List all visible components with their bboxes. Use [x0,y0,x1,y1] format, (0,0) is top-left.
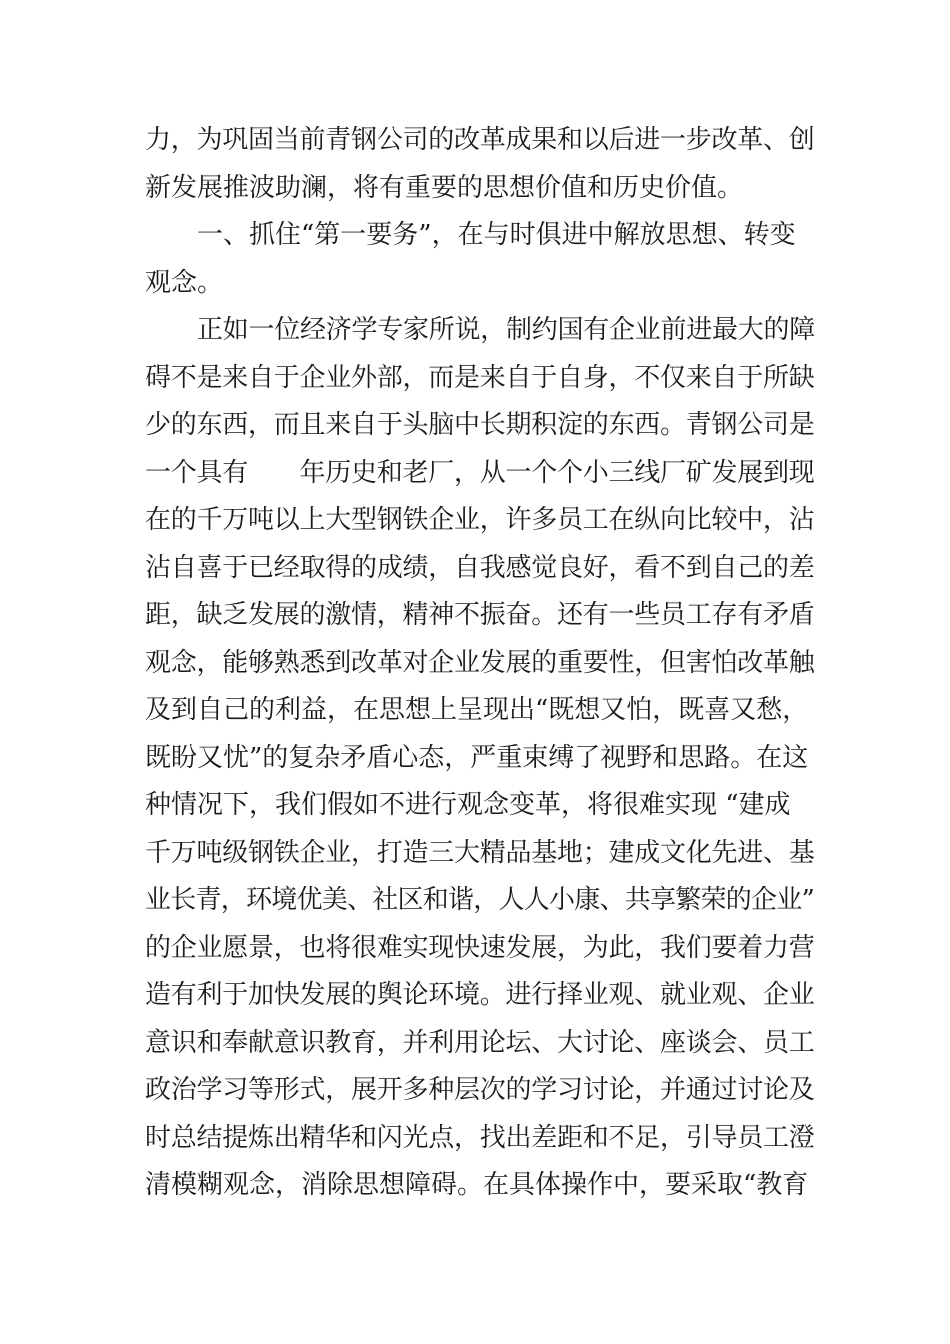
text-line: 沾自喜于已经取得的成绩，自我感觉良好，看不到自己的差 [145,552,815,583]
text-line: 时总结提炼出精华和闪光点，找出差距和不足，引导员工澄 [145,1122,815,1153]
text-line: 距，缺乏发展的激情，精神不振奋。还有一些员工存有矛盾 [145,600,815,630]
text-line: 既盼又忧”的复杂矛盾心态，严重束缚了视野和思路。在这 [145,742,809,773]
text-line: 清模糊观念，消除思想障碍。在具体操作中，要采取“教育 [145,1170,809,1200]
text-line: 碍不是来自于企业外部，而是来自于自身，不仅来自于所缺 [145,362,815,393]
text-line: 在的千万吨以上大型钢铁企业，许多员工在纵向比较中，沾 [145,505,815,535]
text-line: 新发展推波助澜，将有重要的思想价值和历史价值。 [145,172,744,203]
text-line: 造有利于加快发展的舆论环境。进行择业观、就业观、企业 [145,980,815,1010]
text-line: 力，为巩固当前青钢公司的改革成果和以后进一步改革、创 [145,125,815,155]
document-body [145,117,815,1210]
text-line: 千万吨级钢铁企业，打造三大精品基地；建成文化先进、基 [145,837,815,868]
text-line: 的企业愿景，也将很难实现快速发展，为此，我们要着力营 [145,932,815,963]
text-line: 政治学习等形式，展开多种层次的学习讨论，并通过讨论及 [145,1075,815,1105]
text-line: 意识和奉献意识教育，并利用论坛、大讨论、座谈会、员工 [145,1027,815,1058]
text-line: 一个具有 年历史和老厂，从一个个小三线厂矿发展到现 [145,457,815,488]
text-line: 种情况下，我们假如不进行观念变革，将很难实现 “建成 [145,790,791,820]
text-line: 一、抓住“第一要务”，在与时俱进中解放思想、转变 [197,220,796,250]
text-line: 业长青，环境优美、社区和谐，人人小康、共享繁荣的企业” [145,885,815,915]
text-line: 正如一位经济学专家所说，制约国有企业前进最大的障 [197,315,816,345]
text-line: 少的东西，而且来自于头脑中长期积淀的东西。青钢公司是 [145,410,815,440]
text-line: 观念。 [145,267,224,298]
text-line: 观念，能够熟悉到改革对企业发展的重要性，但害怕改革触 [145,647,815,678]
text-line: 及到自己的利益，在思想上呈现出“既想又怕，既喜又愁， [145,695,809,725]
